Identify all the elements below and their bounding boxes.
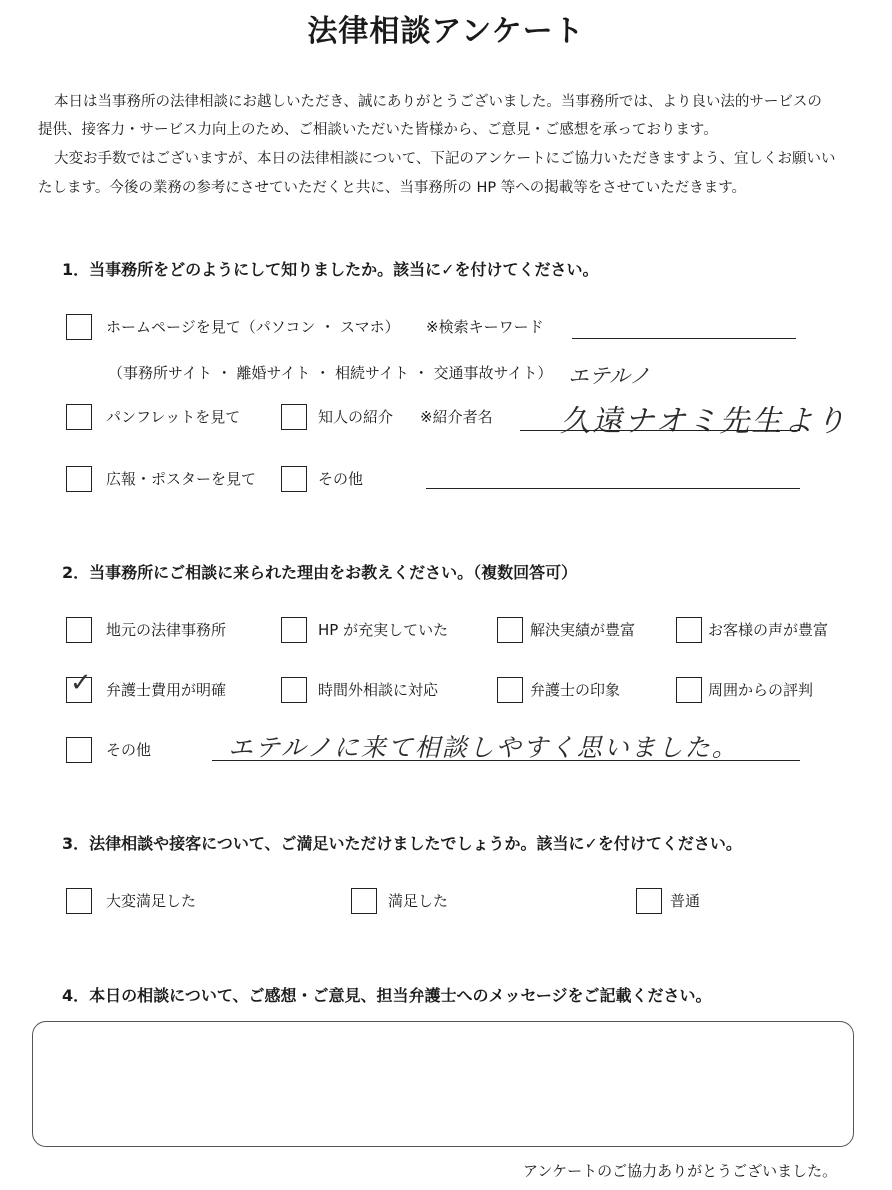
q1-other-line[interactable] xyxy=(426,488,800,489)
q2-option-checkbox-4[interactable] xyxy=(676,617,702,643)
q4-message-box[interactable] xyxy=(32,1021,854,1147)
intro-p1-line1: 本日は当事務所の法律相談にお越しいただき、誠にありがとうございました。当事務所では、より良い法的サービスの xyxy=(54,94,822,110)
q3-option-checkbox-3[interactable] xyxy=(636,888,662,914)
q1-referrer-small-handwriting: エテルノ xyxy=(568,364,651,388)
q1-referrer-label: ※紹介者名 xyxy=(420,408,493,426)
intro-p2-line2: たします。今後の業務の参考にさせていただくと共に、当事務所の HP 等への掲載等をさせていただきます。 xyxy=(38,180,747,196)
q3-heading: 3．法律相談や接客について、ご満足いただけましたでしょうか。該当に✓を付けてください。 xyxy=(62,834,742,853)
q1-poster-label: 広報・ポスターを見て xyxy=(106,470,257,488)
q1-referral-checkbox[interactable] xyxy=(281,404,307,430)
q3-option-label-1: 大変満足した xyxy=(106,892,197,910)
q1-sites-label: （事務所サイト ・ 離婚サイト ・ 相続サイト ・ 交通事故サイト） xyxy=(108,364,553,382)
q2-other-label: その他 xyxy=(106,741,152,759)
q3-option-checkbox-2[interactable] xyxy=(351,888,377,914)
q2-option-checkbox-5[interactable] xyxy=(66,668,92,703)
q1-pamphlet-label: パンフレットを見て xyxy=(106,408,241,426)
intro-p2-line1: 大変お手数ではございますが、本日の法律相談について、下記のアンケートにご協力いただきますよう、宜しくお願いい xyxy=(54,151,836,167)
q1-homepage-label: ホームページを見て（パソコン ・ スマホ） xyxy=(106,318,400,336)
q2-option-label-4: お客様の声が豊富 xyxy=(708,621,829,639)
q2-option-checkbox-7[interactable] xyxy=(497,677,523,703)
check-mark-icon: ✓ xyxy=(70,668,92,698)
page-title: 法律相談アンケート xyxy=(307,14,585,49)
q1-referral-label: 知人の紹介 xyxy=(318,408,394,426)
q1-poster-checkbox[interactable] xyxy=(66,466,92,492)
q1-heading: 1．当事務所をどのようにして知りましたか。該当に✓を付けてください。 xyxy=(62,260,599,279)
q2-option-label-7: 弁護士の印象 xyxy=(530,681,621,699)
q3-option-checkbox-1[interactable] xyxy=(66,888,92,914)
footer-thanks: アンケートのご協力ありがとうございました。 xyxy=(523,1162,838,1180)
q2-other-checkbox[interactable] xyxy=(66,737,92,763)
q1-pamphlet-checkbox[interactable] xyxy=(66,404,92,430)
q1-referrer-line[interactable] xyxy=(520,430,800,431)
q2-option-label-3: 解決実績が豊富 xyxy=(530,621,636,639)
q3-option-label-2: 満足した xyxy=(388,892,449,910)
q1-homepage-checkbox[interactable] xyxy=(66,314,92,340)
q1-keyword-line[interactable] xyxy=(572,338,796,339)
q1-referrer-handwriting: 久遠ナオミ先生より xyxy=(560,404,848,439)
q2-option-checkbox-6[interactable] xyxy=(281,677,307,703)
q2-other-handwriting: エテルノに来て相談しやすく思いました。 xyxy=(228,733,739,762)
q2-option-checkbox-2[interactable] xyxy=(281,617,307,643)
q4-heading: 4．本日の相談について、ご感想・ご意見、担当弁護士へのメッセージをご記載ください。 xyxy=(62,986,712,1005)
q3-option-label-3: 普通 xyxy=(670,892,701,910)
q2-heading: 2．当事務所にご相談に来られた理由をお教えください。（複数回答可） xyxy=(62,563,578,582)
q2-option-label-2: HP が充実していた xyxy=(318,621,449,639)
q2-option-label-6: 時間外相談に対応 xyxy=(318,681,439,699)
q2-option-checkbox-3[interactable] xyxy=(497,617,523,643)
q2-option-label-8: 周囲からの評判 xyxy=(708,681,814,699)
q2-option-label-5: 弁護士費用が明確 xyxy=(106,681,227,699)
q2-option-checkbox-8[interactable] xyxy=(676,677,702,703)
q1-keyword-label: ※検索キーワード xyxy=(426,318,544,336)
q1-other-label: その他 xyxy=(318,470,364,488)
q2-option-label-1: 地元の法律事務所 xyxy=(106,621,227,639)
q1-other-checkbox[interactable] xyxy=(281,466,307,492)
intro-p1-line2: 提供、接客力・サービス力向上のため、ご相談いただいた皆様から、ご意見・ご感想を承っております。 xyxy=(38,122,718,138)
q2-other-line[interactable] xyxy=(212,760,800,761)
q2-option-checkbox-1[interactable] xyxy=(66,617,92,643)
